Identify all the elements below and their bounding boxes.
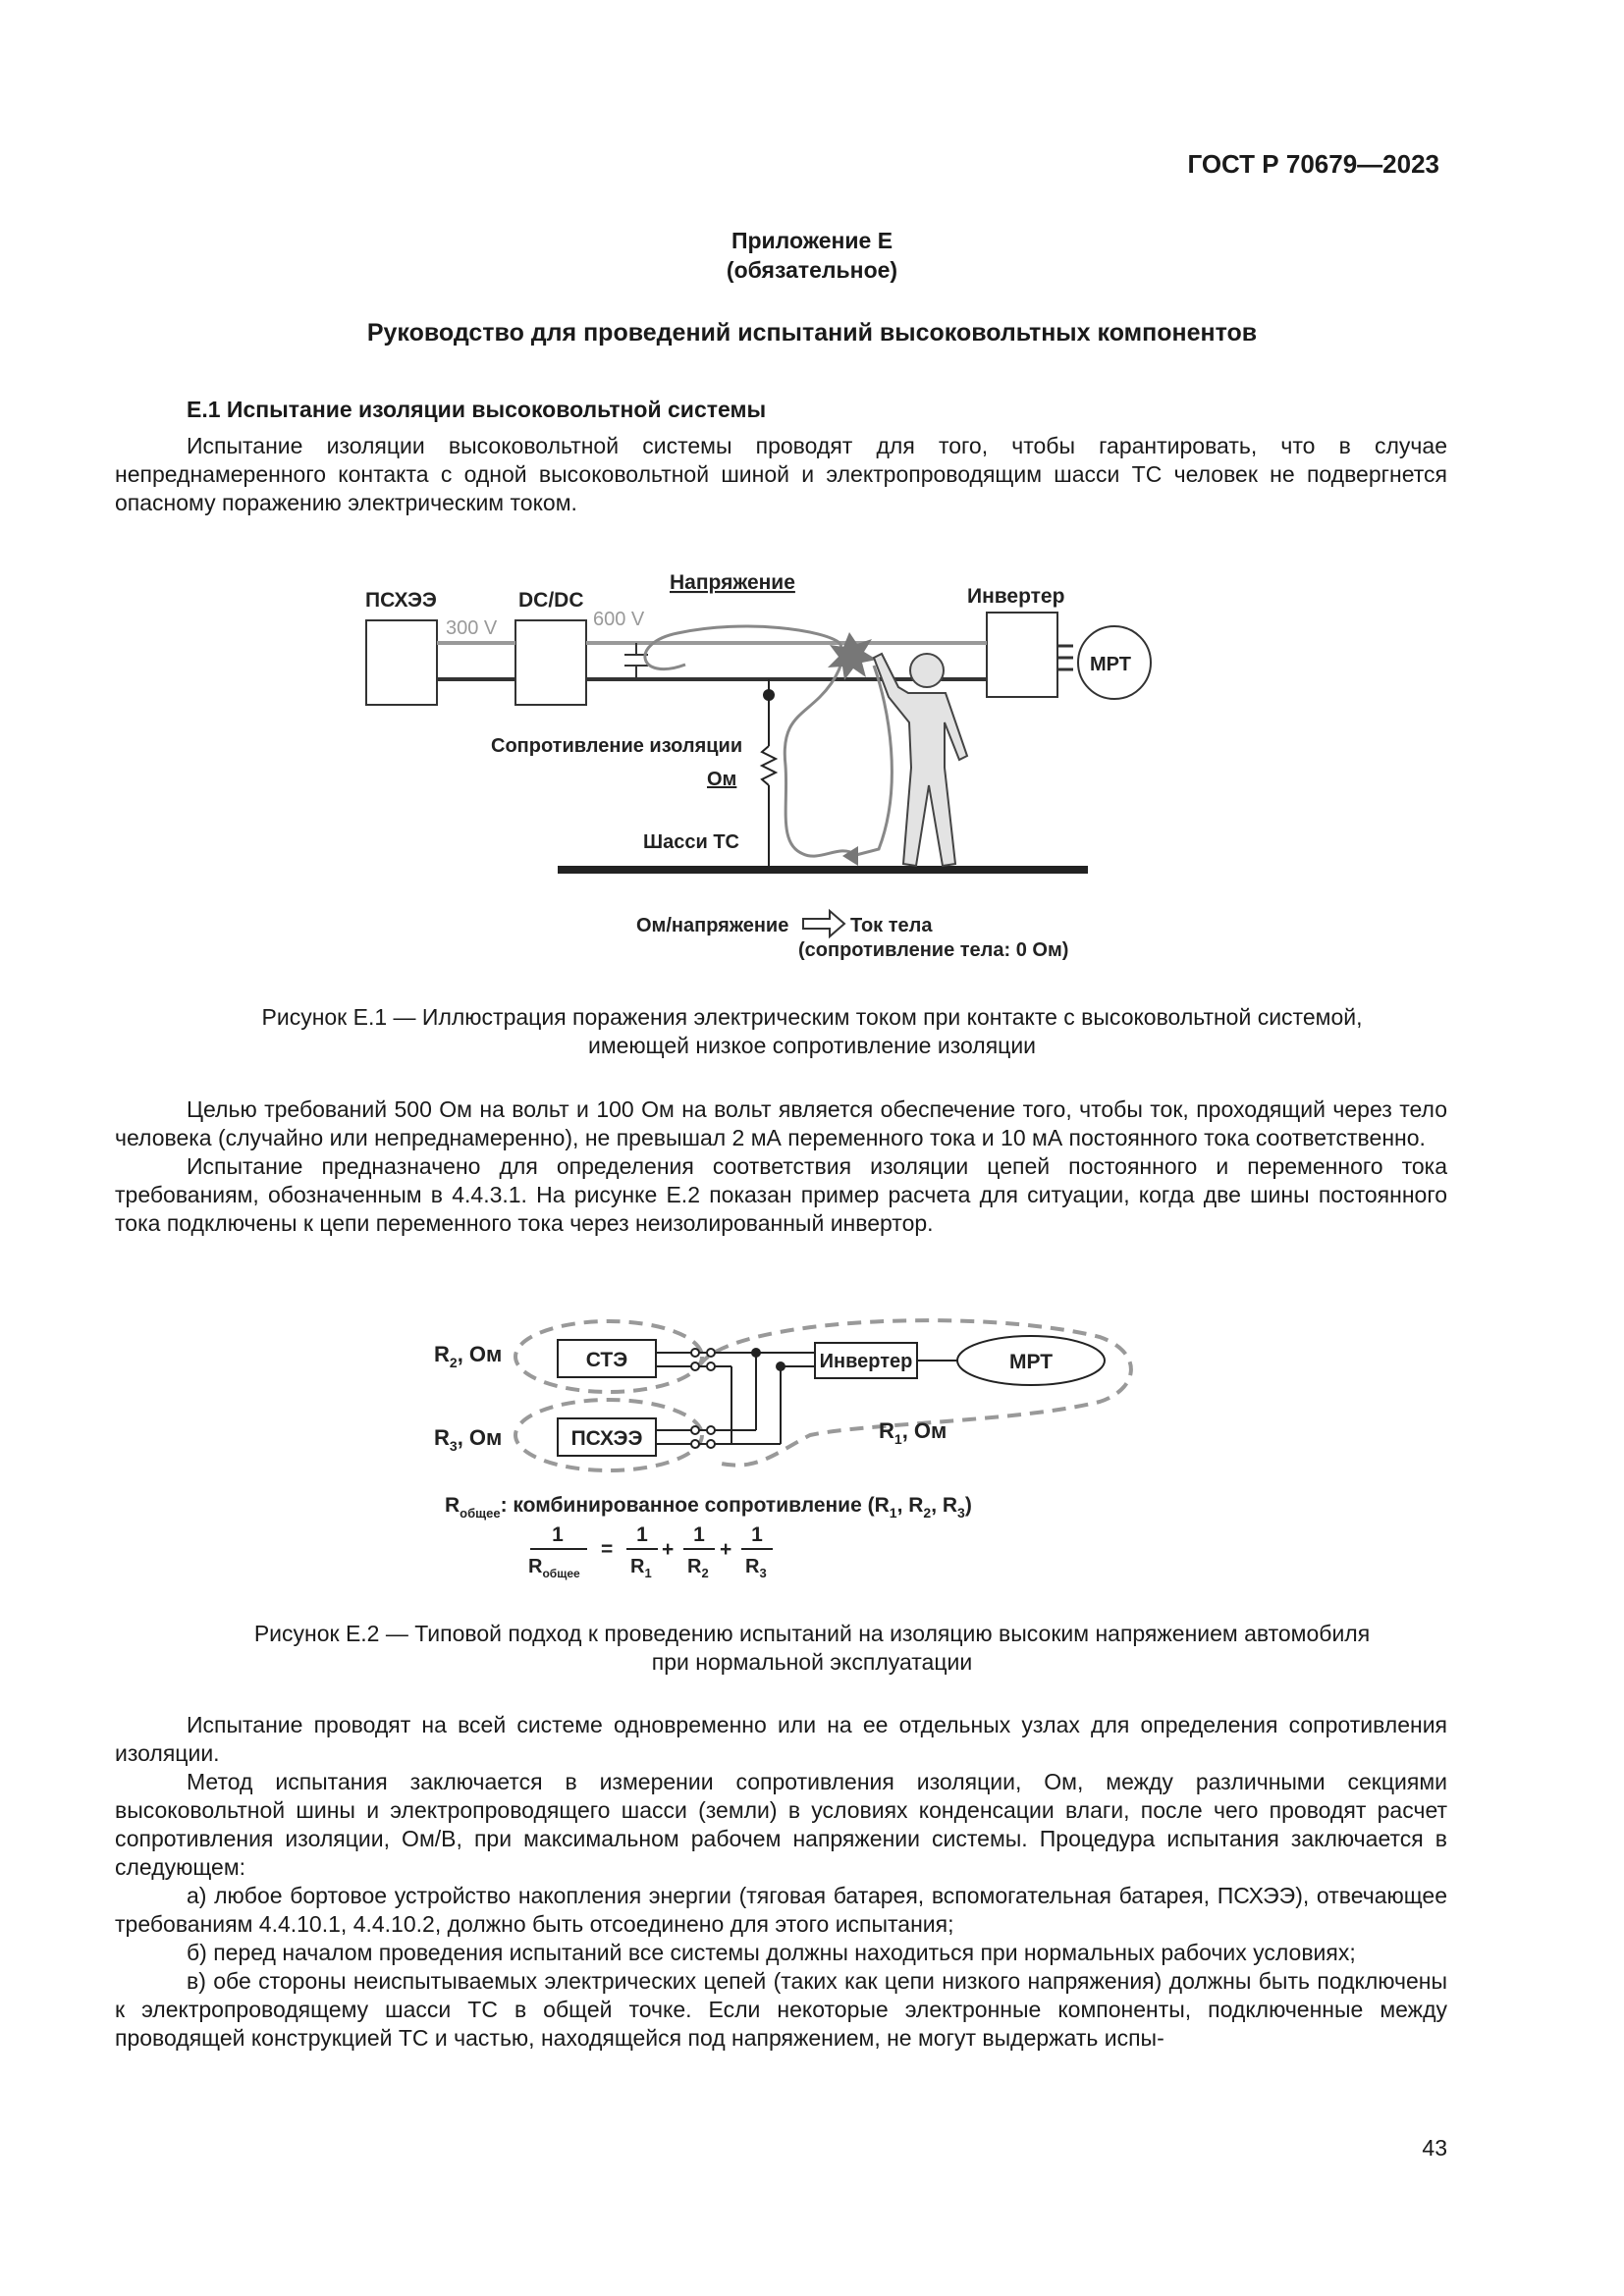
junction-node — [751, 1348, 761, 1358]
document-number: ГОСТ Р 70679—2023 — [1187, 149, 1439, 179]
paragraph: Испытание изоляции высоковольтной системы проводят для того, чтобы гарантировать, что в случае непреднамеренного контакта с одной высоковольтной шиной и электропроводящим шасси ТС человек не подвергнется опасному поражению электрическим током. — [115, 433, 1447, 515]
label-body-current: Ток тела — [850, 915, 933, 936]
label-chassis: Шасси ТС — [643, 831, 739, 853]
person-icon — [874, 654, 967, 866]
label-mrt: МРТ — [1090, 654, 1131, 675]
label-mrt: МРТ — [1008, 1351, 1054, 1373]
figure-e2 — [0, 1306, 1624, 1600]
paragraph: Метод испытания заключается в измерении сопротивления изоляции, Ом, между различными секциями высоковольтной шины и электропроводящего шасси (земли) в условиях конденсации влаги, после чего проводят расчет сопротивления изоляции, Ом/В, при максимальном рабочем напряжении системы. Процедура испытания заключается в следующем: — [115, 1769, 1447, 1880]
svg-text:+: + — [720, 1538, 732, 1561]
figure-e1-caption — [115, 1003, 1509, 1060]
label-body-resistance: (сопротивление тела: 0 Ом) — [798, 939, 1069, 961]
paragraph: Целью требований 500 Ом на вольт и 100 Ом на вольт является обеспечение того, чтобы ток, проходящий через тело человека (случайно или непреднамеренно), не превышал 2 мА переменного тока и 10 мА постоянного тока соответственно. — [115, 1096, 1447, 1150]
label-r3: $R_3$, Ом — [434, 1425, 503, 1454]
dcdc-block — [515, 620, 586, 705]
body-text-mid — [115, 1095, 1447, 1238]
svg-text:1: 1 — [693, 1523, 705, 1546]
paragraph: б) перед началом проведения испытаний все системы должны находиться при нормальных рабочих условиях; — [187, 1940, 1356, 1965]
caption-line: Рисунок Е.2 — Типовой подход к проведению испытаний на изоляцию высоким напряжением автомобиля — [253, 1621, 1371, 1646]
psxee-block — [366, 620, 437, 705]
paragraph: в) обе стороны неиспытываемых электрических цепей (таких как цепи низкого напряжения) должны быть подключены к электропроводящему шасси ТС в общей точке. Если некоторые электронные компоненты, подключенные между проводящей конструкцией ТС и частью, находящейся под напряжением, не могут выдержать испы- — [115, 1968, 1447, 2051]
label-dcdc: DC/DC — [518, 589, 584, 612]
svg-text:R3: $R_3$ — [745, 1556, 767, 1580]
caption-line: при нормальной эксплуатации — [651, 1649, 973, 1675]
page-number: 43 — [1422, 2135, 1447, 2161]
svg-text:1: 1 — [552, 1523, 564, 1546]
annex-title: Руководство для проведений испытаний высоковольтных компонентов — [366, 319, 1258, 347]
paragraph: Испытание проводят на всей системе одновременно или на ее отдельных узлах для определения сопротивления изоляции. — [115, 1712, 1447, 1766]
svg-text:R2: $R_2$ — [687, 1556, 709, 1580]
label-inverter: Инвертер — [967, 585, 1065, 608]
insulation-resistor — [762, 746, 776, 785]
label-inverter: Инвертер — [819, 1351, 913, 1372]
label-psxee: ПСХЭЭ — [570, 1427, 643, 1450]
label-ohm: Ом — [707, 769, 737, 790]
svg-text:R1: $R_1$ — [630, 1556, 652, 1580]
paragraph: Испытание предназначено для определения соответствия изоляции цепей постоянного и переменного тока требованиям, обозначенным в 4.4.3.1. На рисунке Е.2 показан пример расчета для ситуации, когда две шины постоянного тока подключены к цепи переменного тока через неизолированный инвертор. — [115, 1153, 1447, 1236]
svg-text:+: + — [662, 1538, 675, 1561]
junction-node — [776, 1362, 785, 1371]
annex-label: Приложение Е — [731, 228, 893, 253]
section-intro — [115, 432, 1447, 517]
svg-text:=: = — [601, 1538, 614, 1561]
svg-text:1: 1 — [751, 1523, 763, 1546]
annex-status: (обязательное) — [726, 257, 898, 283]
body-text-end — [115, 1711, 1447, 2053]
label-r2: $R_2$, Ом — [434, 1342, 503, 1370]
label-ste: СТЭ — [585, 1349, 628, 1371]
label-300v: 300 V — [446, 617, 498, 639]
figure-e1 — [0, 550, 1624, 972]
label-ohm-voltage: Ом/напряжение — [636, 915, 789, 936]
label-insulation-resistance: Сопротивление изоляции — [491, 735, 743, 757]
caption-line: Рисунок Е.1 — Иллюстрация поражения электрическим током при контакте с высоковольтной системой, — [261, 1004, 1363, 1030]
figure-e2-caption — [115, 1620, 1509, 1677]
section-heading: Е.1 Испытание изоляции высоковольтной системы — [187, 397, 767, 422]
label-voltage: Напряжение — [670, 571, 795, 594]
resistance-formula — [528, 1523, 773, 1580]
label-600v: 600 V — [593, 609, 645, 630]
label-r1: $R_1$, Ом — [879, 1418, 947, 1447]
formula-description: $R_{общее}$: комбинированное сопротивление ($R_1$, $R_2$, $R_3$) — [445, 1494, 972, 1521]
label-psxee: ПСХЭЭ — [365, 589, 437, 612]
caption-line: имеющей низкое сопротивление изоляции — [587, 1033, 1037, 1058]
arrow-icon — [803, 911, 844, 936]
svg-text:Rобщее: $R_{общее}$ — [528, 1556, 580, 1580]
paragraph: а) любое бортовое устройство накопления энергии (тяговая батарея, вспомогательная батарея, ПСХЭЭ), отвечающее требованиям 4.4.10.1, 4.4.10.2, должно быть отсоединено для этого испытания; — [115, 1883, 1447, 1937]
svg-text:1: 1 — [636, 1523, 648, 1546]
inverter-block — [987, 613, 1057, 697]
